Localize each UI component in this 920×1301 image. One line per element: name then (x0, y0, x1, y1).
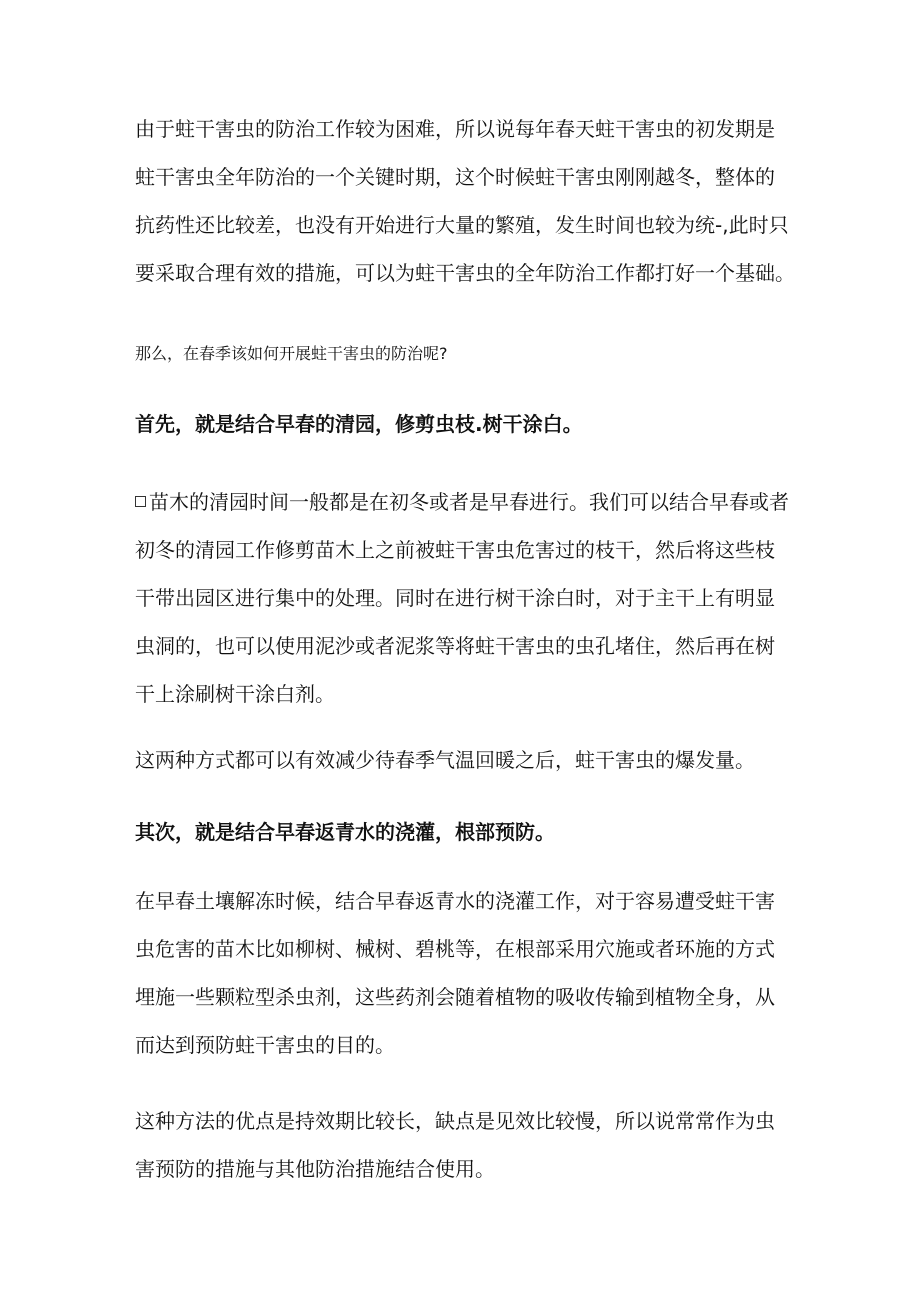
bullet-text: 苗木的清园时间一般都是在初冬或者是早春进行。我们可以结合早春或者 (149, 490, 789, 514)
heading-text: 首先，就是结合早春的清园，修剪虫枝.树干涂白。 (135, 412, 583, 436)
text-line: 虫洞的，也可以使用泥沙或者泥浆等将蛀干害虫的虫孔堵住，然后再在树 (135, 634, 775, 658)
summary-text: 这两种方式都可以有效减少待春季气温回暖之后，蛀干害虫的爆发量。 (135, 748, 755, 772)
text-line: 害预防的措施与其他防治措施结合使用。 (135, 1157, 495, 1181)
text-line: 要采取合理有效的措施，可以为蛀干害虫的全年防治工作都打好一个基础。 (135, 261, 795, 285)
text-line: 这种方法的优点是持效期比较长，缺点是见效比较慢，所以说常常作为虫 (135, 1109, 775, 1133)
text-line: 而达到预防蛀干害虫的目的。 (135, 1033, 395, 1057)
text-line: 蛀干害虫全年防治的一个关键时期，这个时候蛀干害虫刚刚越冬，整体的 (135, 165, 775, 189)
text-line (135, 478, 795, 526)
text-line: 抗药性还比较差，也没有开始进行大量的繁殖，发生时间也较为统-,此时只 (135, 213, 789, 237)
text-line: 初冬的清园工作修剪苗木上之前被蛀干害虫危害过的枝干，然后将这些枝 (135, 538, 775, 562)
question-paragraph (135, 340, 795, 368)
question-text: 那么，在春季该如何开展蛀干害虫的防治呢? (135, 344, 448, 363)
text-line: 在早春土壤解冻时候，结合早春返青水的浇灌工作，对于容易遭受蛀干害 (135, 889, 775, 913)
summary-paragraph (135, 736, 795, 784)
text-line: 干带出园区进行集中的处理。同时在进行树干涂白时，对于主干上有明显 (135, 586, 775, 610)
section-heading-2 (135, 808, 795, 856)
root-prevention-paragraph (135, 877, 795, 1069)
checkbox-bullet-icon (135, 496, 146, 507)
heading-text: 其次，就是结合早春返青水的浇灌，根部预防。 (135, 820, 555, 844)
text-line: 虫危害的苗木比如柳树、械树、碧桃等，在根部采用穴施或者环施的方式 (135, 937, 775, 961)
section-heading-1 (135, 400, 795, 448)
intro-paragraph (135, 105, 795, 297)
advantages-paragraph (135, 1097, 795, 1193)
text-line: 埋施一些颗粒型杀虫剂，这些药剂会随着植物的吸收传输到植物全身，从 (135, 985, 775, 1009)
text-line: 干上涂刷树干涂白剂。 (135, 682, 335, 706)
text-line: 由于蛀干害虫的防治工作较为困难，所以说每年春天蛀干害虫的初发期是 (135, 117, 775, 141)
pruning-paragraph (135, 478, 795, 718)
